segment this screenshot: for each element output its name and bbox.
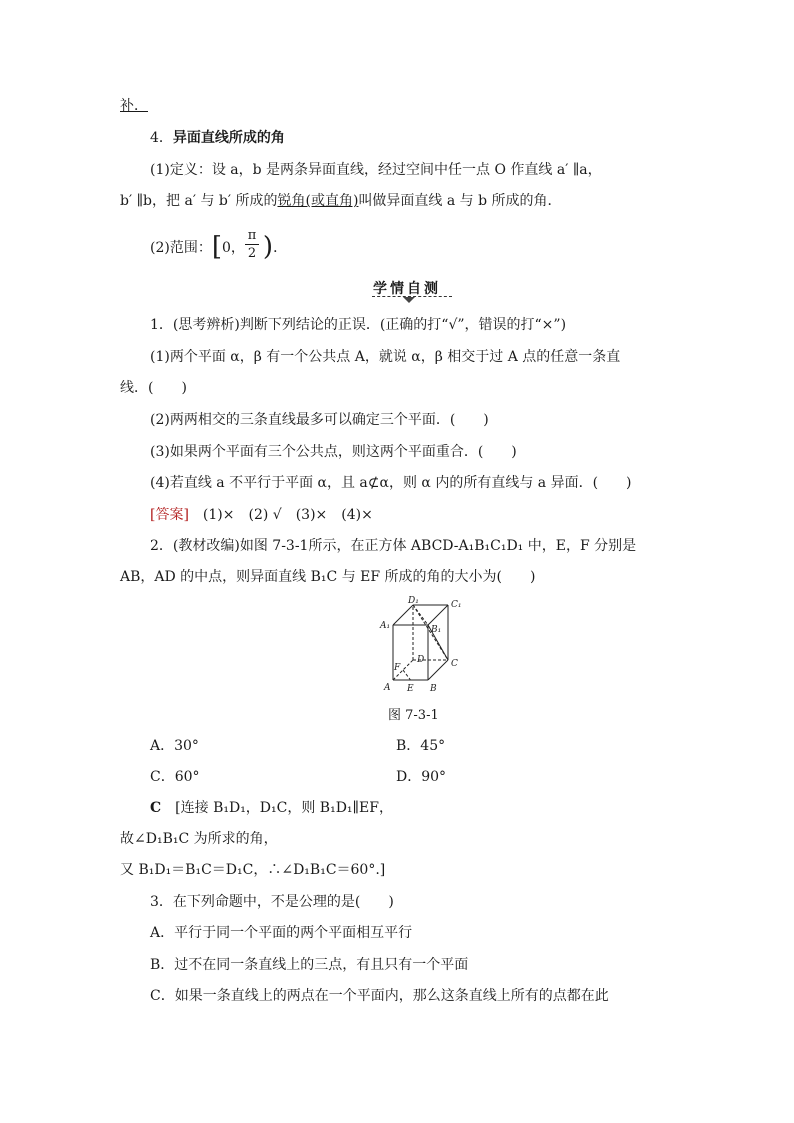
solution-line-1: C [连接 B₁D₁，D₁C，则 B₁D₁∥EF，	[150, 800, 393, 816]
question-3-option-a: A．平行于同一个平面的两个平面相互平行	[150, 925, 413, 941]
label-a1: A₁	[380, 621, 391, 631]
edge-a1d1	[393, 605, 413, 625]
answer-label: [答案]	[150, 507, 189, 523]
label-a: A	[384, 683, 391, 693]
right-paren: )	[262, 232, 274, 262]
figure-caption: 图 7-3-1	[388, 708, 439, 723]
options-row-1	[150, 736, 199, 756]
segment-ef-hidden	[403, 670, 411, 680]
section-triangle-icon	[403, 297, 415, 303]
edge-b1c1	[428, 605, 448, 625]
question-3-option-b: B．过不在同一条直线上的三点，有且只有一个平面	[150, 957, 469, 973]
solution-letter: C	[150, 800, 162, 816]
option-c: C．60°	[150, 769, 200, 785]
question-3: 3．在下列命题中，不是公理的是( )	[150, 894, 394, 910]
label-d1: D₁	[408, 596, 419, 606]
segment-d1b1-hidden	[413, 605, 428, 625]
options-row-2	[150, 767, 200, 787]
question-1-item-1-cont: 线．( )	[120, 380, 187, 396]
label-c: C	[451, 659, 458, 669]
prev-line: 补．	[120, 98, 148, 114]
question-1-item-2: (2)两两相交的三条直线最多可以确定三个平面．( )	[150, 412, 489, 428]
question-1: 1．(思考辨析)判断下列结论的正误．(正确的打“√”，错误的打“×”)	[150, 317, 567, 333]
label-c1: C₁	[451, 600, 462, 610]
question-3-option-c: C．如果一条直线上的两点在一个平面内，那么这条直线上所有的点都在此	[150, 988, 609, 1004]
cube-figure	[358, 595, 468, 695]
option-d: D．90°	[396, 769, 447, 785]
option-b: B．45°	[396, 738, 446, 754]
range-line: (2)范围：[0， )．	[150, 232, 288, 262]
answer-line: [答案] (1)× (2) √ (3)× (4)×	[150, 507, 373, 523]
label-f: F	[394, 663, 401, 673]
option-a: A．30°	[150, 738, 199, 754]
question-1-item-4: (4)若直线 a 不平行于平面 α，且 a⊄α，则 α 内的所有直线与 a 异面．( )	[150, 475, 632, 491]
question-2-cont: AB，AD 的中点，则异面直线 B₁C 与 EF 所成的角的大小为( )	[120, 569, 536, 585]
question-2: 2．(教材改编)如图 7-3-1所示，在正方体 ABCD-A₁B₁C₁D₁ 中，E，F 分别是	[150, 538, 637, 554]
label-b: B	[430, 684, 437, 694]
definition-line-1: (1)定义：设 a，b 是两条异面直线，经过空间中任一点 O 作直线 a′ ∥a，	[150, 162, 602, 178]
section-title: 学情自测	[373, 281, 441, 297]
label-d: D	[417, 655, 425, 665]
question-1-item-3: (3)如果两个平面有三个公共点，则这两个平面重合．( )	[150, 444, 517, 460]
heading-4: 4．异面直线所成的角	[150, 130, 285, 146]
left-bracket: [	[211, 232, 222, 262]
edge-bc	[428, 660, 448, 680]
pi-over-2-fraction: π 2	[245, 228, 259, 261]
definition-line-2: b′ ∥b，把 a′ 与 b′ 所成的锐角(或直角)叫做异面直线 a 与 b 所成的角．	[120, 193, 562, 209]
solution-line-2: 故∠D₁B₁C 为所求的角，	[120, 831, 278, 847]
question-1-item-1: (1)两个平面 α，β 有一个公共点 A，就说 α，β 相交于过 A 点的任意一条直	[150, 349, 621, 365]
solution-line-3: 又 B₁D₁＝B₁C＝D₁C，∴∠D₁B₁C＝60°.]	[120, 862, 386, 878]
label-b1: B₁	[431, 625, 442, 635]
underlined-term: 锐角(或直角)	[277, 193, 359, 209]
label-e: E	[407, 684, 414, 694]
